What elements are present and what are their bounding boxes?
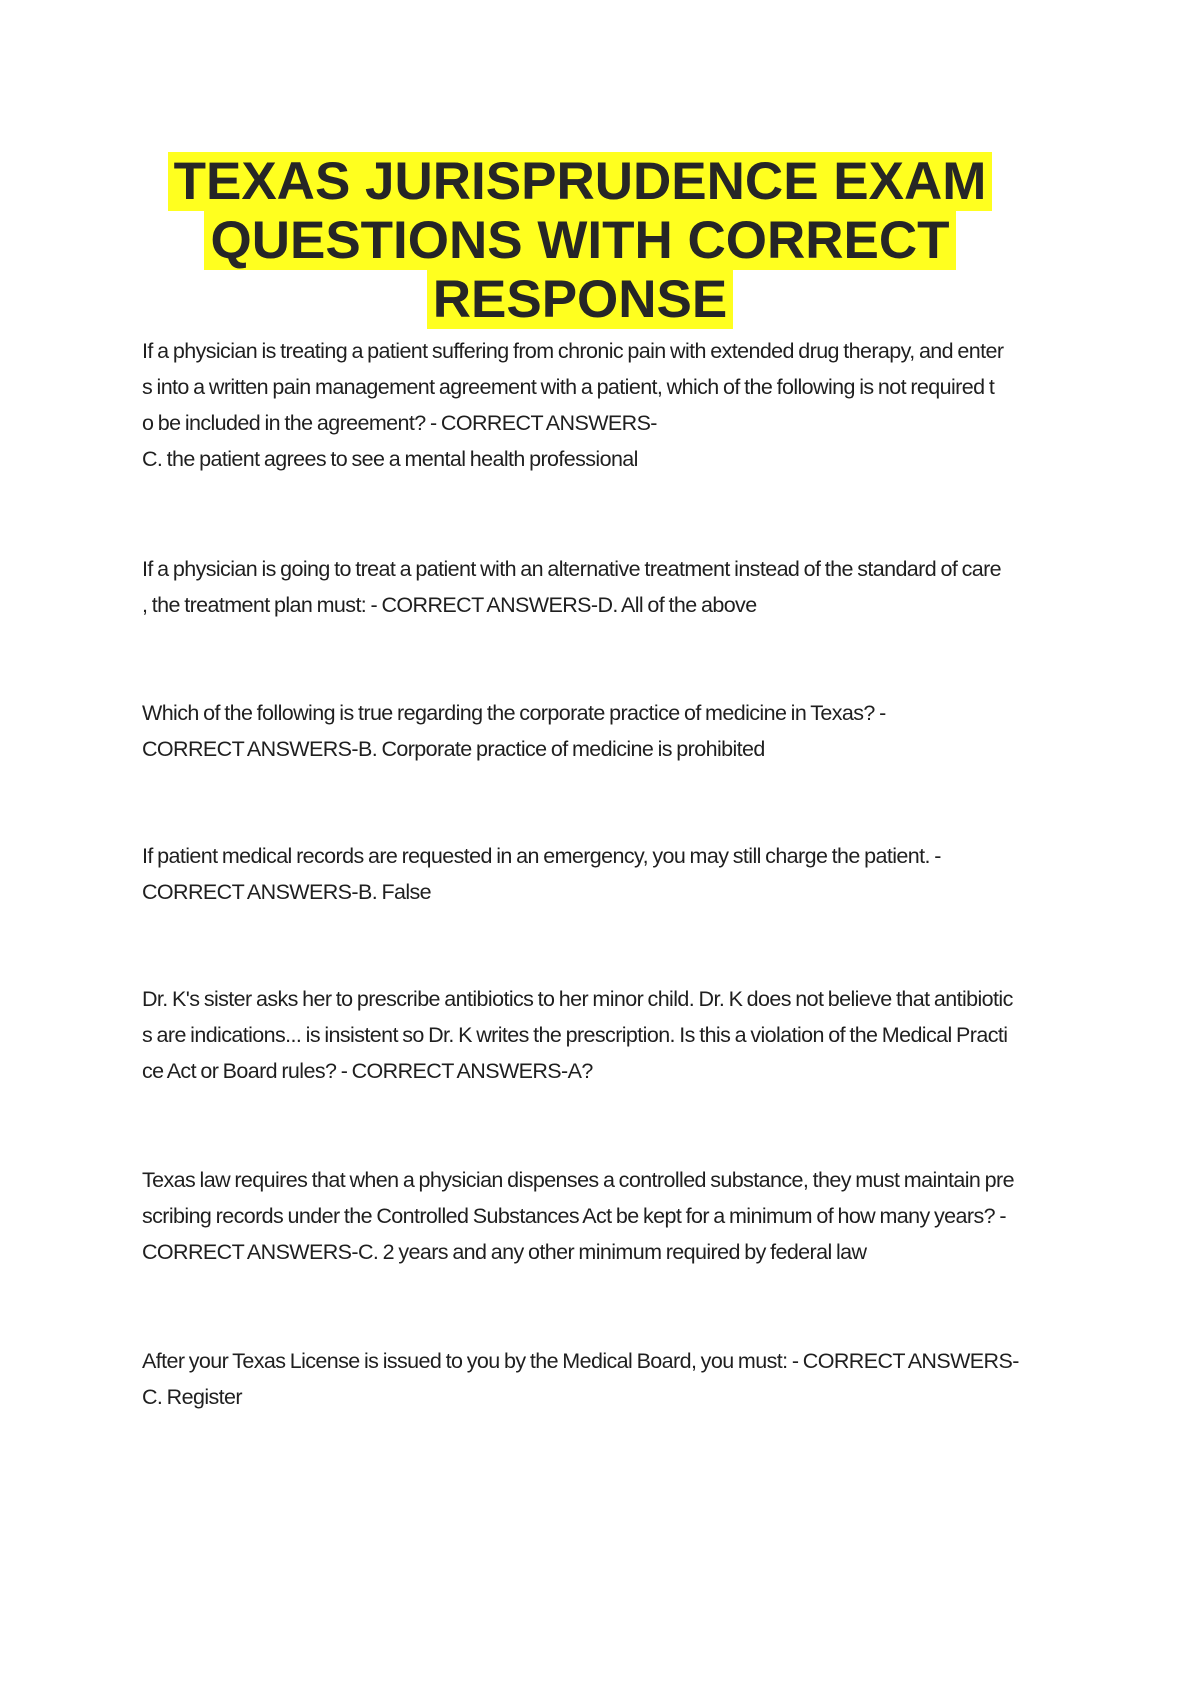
answer-line: CORRECT ANSWERS-B. Corporate practice of medicine is prohibited [142, 737, 765, 761]
text-line: o be included in the agreement? - CORRECT ANSWERS- [142, 411, 657, 435]
document-title [0, 152, 1160, 329]
answer-line: C. the patient agrees to see a mental health professional [142, 447, 638, 471]
text-line: If a physician is treating a patient suffering from chronic pain with extended drug therapy, and enter [142, 339, 1004, 363]
highlighted-title-text: QUESTIONS WITH CORRECT [204, 211, 955, 270]
title-line [0, 152, 1160, 211]
answer-line: CORRECT ANSWERS-B. False [142, 880, 432, 904]
text-line: scribing records under the Controlled Substances Act be kept for a minimum of how many years? - [142, 1204, 1006, 1228]
answer-line: ce Act or Board rules? - CORRECT ANSWERS-A? [142, 1059, 593, 1083]
highlighted-title-text: TEXAS JURISPRUDENCE EXAM [168, 152, 993, 211]
answer-line: CORRECT ANSWERS-C. 2 years and any other minimum required by federal law [142, 1240, 867, 1264]
question-answer-6 [142, 1162, 1062, 1270]
text-line: After your Texas License is issued to you by the Medical Board, you must: - CORRECT ANSWERS- [142, 1349, 1019, 1373]
highlighted-title-text: RESPONSE [427, 270, 734, 329]
text-line: If a physician is going to treat a patient with an alternative treatment instead of the standard of care [142, 557, 1001, 581]
question-answer-1 [142, 333, 1062, 477]
answer-line: C. Register [142, 1385, 242, 1409]
title-line [0, 211, 1160, 270]
question-answer-5 [142, 981, 1062, 1089]
text-line: s into a written pain management agreement with a patient, which of the following is not required t [142, 375, 995, 399]
text-line: Texas law requires that when a physician dispenses a controlled substance, they must maintain pre [142, 1168, 1014, 1192]
answer-line: , the treatment plan must: - CORRECT ANSWERS-D. All of the above [142, 593, 757, 617]
text-line: s are indications... is insistent so Dr. K writes the prescription. Is this a violation of the Medical Practi [142, 1023, 1008, 1047]
question-answer-7 [142, 1343, 1062, 1415]
question-answer-4 [142, 838, 1062, 910]
question-answer-2 [142, 551, 1062, 623]
question-answer-3 [142, 695, 1062, 767]
text-line: Which of the following is true regarding the corporate practice of medicine in Texas? - [142, 701, 886, 725]
text-line: If patient medical records are requested in an emergency, you may still charge the patient. - [142, 844, 941, 868]
text-line: Dr. K's sister asks her to prescribe antibiotics to her minor child. Dr. K does not believe that antibiotic [142, 987, 1013, 1011]
title-line [0, 270, 1160, 329]
